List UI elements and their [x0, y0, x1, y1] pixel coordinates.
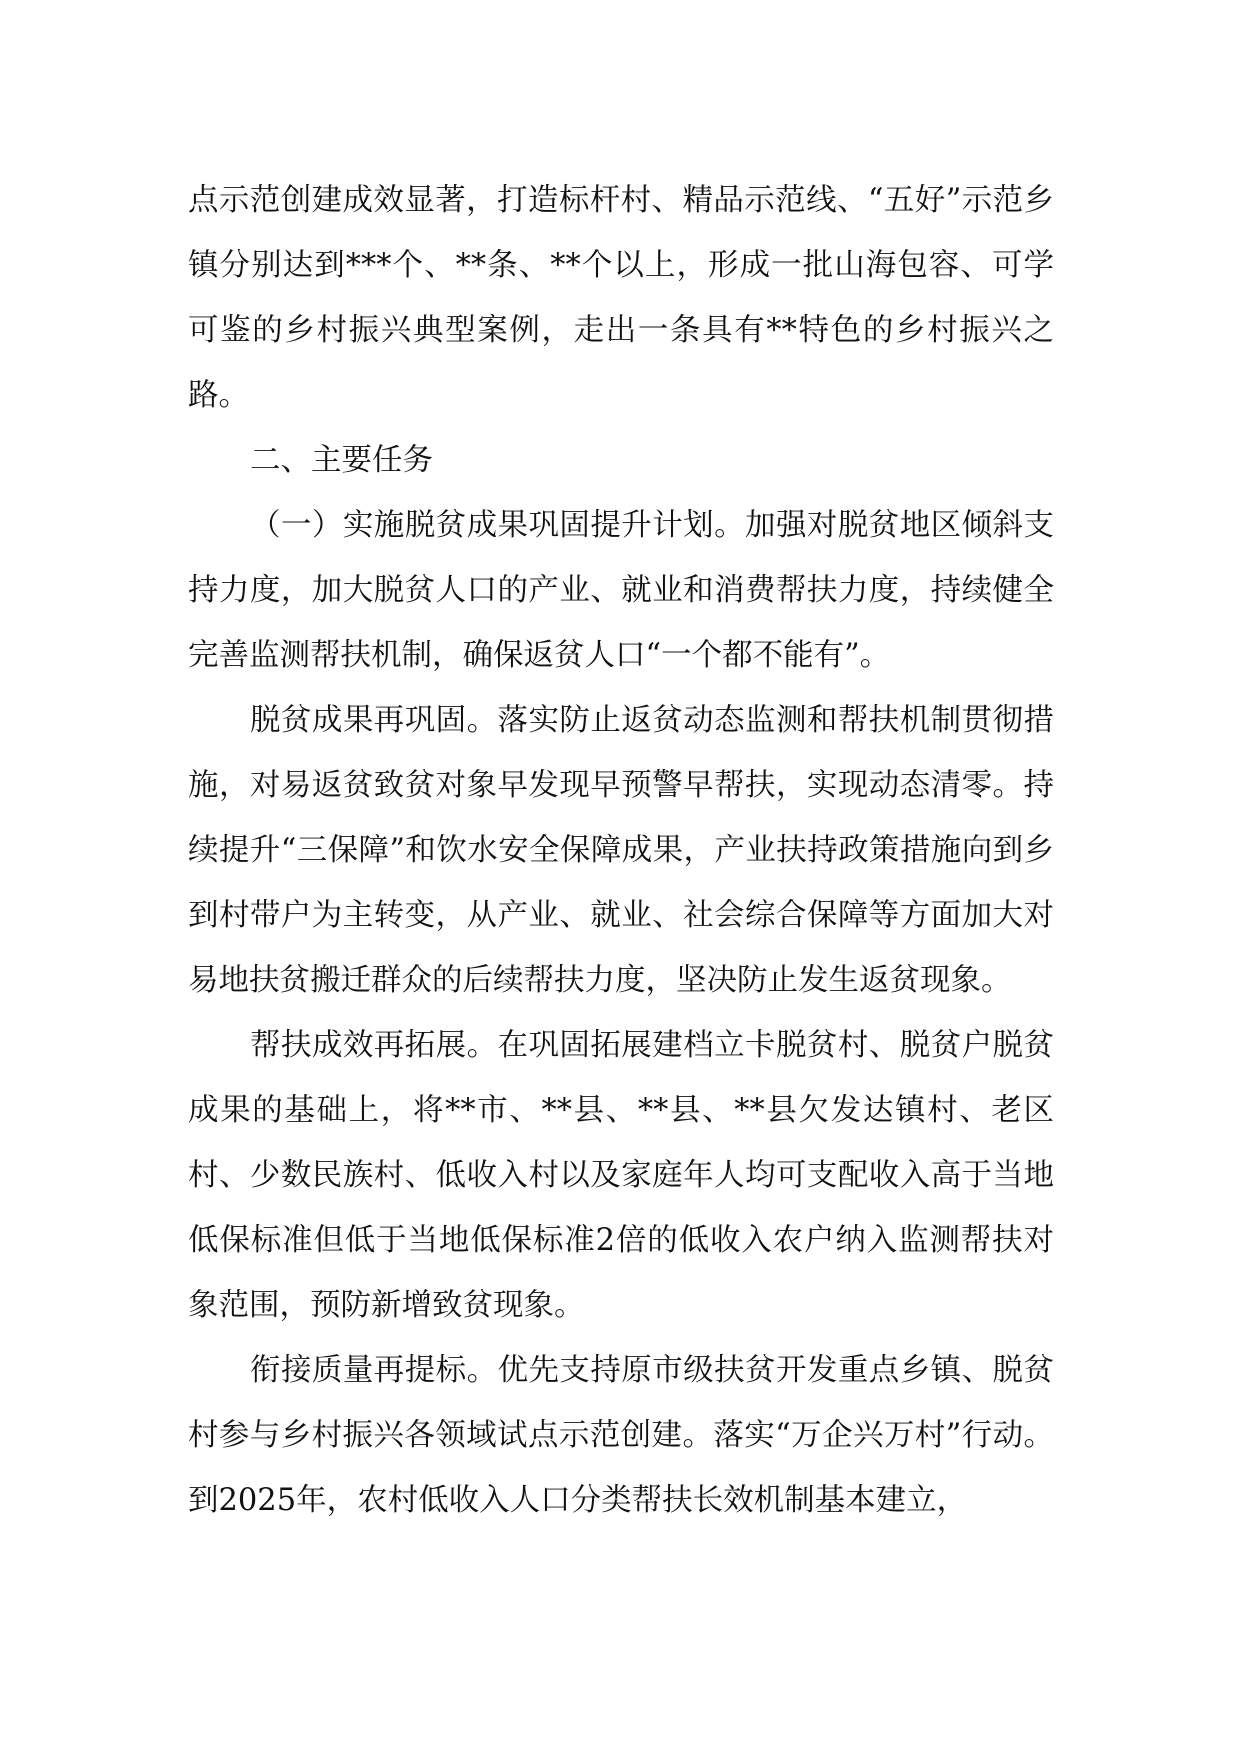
paragraph-quality-upgrade: 衔接质量再提标。优先支持原市级扶贫开发重点乡镇、脱贫村参与乡村振兴各领域试点示范创建。落实“万企兴万村”行动。到2025年，农村低收入人口分类帮扶长效机制基本建立， — [188, 1353, 1054, 1518]
paragraph-poverty-consolidation-plan: （一）实施脱贫成果巩固提升计划。加强对脱贫地区倾斜支持力度，加大脱贫人口的产业、就业和消费帮扶力度，持续健全完善监测帮扶机制，确保返贫人口“一个都不能有”。 — [188, 508, 1054, 673]
paragraph-assistance-expansion: 帮扶成效再拓展。在巩固拓展建档立卡脱贫村、脱贫户脱贫成果的基础上，将**市、**县、**县、**县欠发达镇村、老区村、少数民族村、低收入村以及家庭年人均可支配收入高于当地低保标准但低于当地低保标准2倍的低收入农户纳入监测帮扶对象范围，预防新增致贫现象。 — [188, 1028, 1054, 1323]
paragraph-results-consolidation: 脱贫成果再巩固。落实防止返贫动态监测和帮扶机制贯彻措施，对易返贫致贫对象早发现早预警早帮扶，实现动态清零。持续提升“三保障”和饮水安全保障成果，产业扶持政策措施向到乡到村带户为主转变，从产业、就业、社会综合保障等方面加大对易地扶贫搬迁群众的后续帮扶力度，坚决防止发生返贫现象。 — [188, 703, 1054, 998]
section-heading-main-tasks: 二、主要任务 — [250, 443, 433, 478]
document-body — [188, 168, 1054, 1533]
paragraph-goal-continuation: 点示范创建成效显著，打造标杆村、精品示范线、“五好”示范乡镇分别达到***个、**条、**个以上，形成一批山海包容、可学可鉴的乡村振兴典型案例，走出一条具有**特色的乡村振兴之路。 — [188, 183, 1054, 413]
